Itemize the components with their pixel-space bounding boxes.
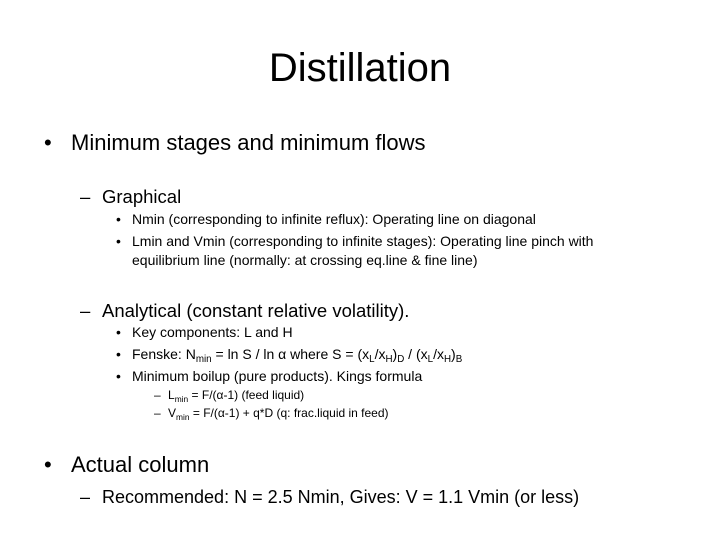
analytical-key-components: Key components: L and H: [132, 324, 293, 340]
vmin-formula: $V_{min} = F/(\alpha-1) + q*D$ (q: frac.liquid in feed): [168, 406, 389, 422]
slide-title: Distillation: [268, 46, 452, 90]
fenske-equation: Fenske: $N_{min} = \ln S / \ln \alpha$ where $S = (x_L/x_H)_D / (x_L/x_H)_B$: [132, 346, 463, 365]
bullet-marker: •: [116, 233, 121, 249]
analytical-boilup: Minimum boilup (pure products). Kings formula: [132, 368, 423, 384]
graphical-item-nmin: Nmin (corresponding to infinite reflux): Operating line on diagonal: [132, 211, 536, 227]
dash-marker: –: [80, 186, 91, 207]
bullet-marker: •: [116, 346, 121, 362]
dash-marker: –: [80, 300, 91, 321]
graphical-heading: Graphical: [102, 186, 182, 207]
graphical-item-lmin-vmin-cont: equilibrium line (normally: at crossing eq.line & fine line): [132, 252, 478, 268]
dash-marker: –: [80, 487, 91, 507]
bullet-marker: •: [116, 324, 121, 340]
bullet-actual-column: Actual column: [71, 452, 210, 477]
bullet-minimum-stages: Minimum stages and minimum flows: [71, 130, 426, 155]
bullet-marker: •: [44, 130, 52, 155]
bullet-marker: •: [116, 368, 121, 384]
lmin-formula: $L_{min} = F/(\alpha-1)$ (feed liquid): [168, 388, 305, 404]
bullet-marker: •: [116, 211, 121, 227]
graphical-item-lmin-vmin: Lmin and Vmin (corresponding to infinite stages): Operating line pinch with: [132, 233, 594, 249]
dash-marker: –: [154, 388, 161, 402]
bullet-marker: •: [44, 452, 52, 477]
analytical-heading: Analytical (constant relative volatility).: [102, 300, 410, 321]
dash-marker: –: [154, 406, 161, 420]
recommended-text: Recommended: N = 2.5 Nmin, Gives: V = 1.1 Vmin (or less): [102, 487, 580, 507]
